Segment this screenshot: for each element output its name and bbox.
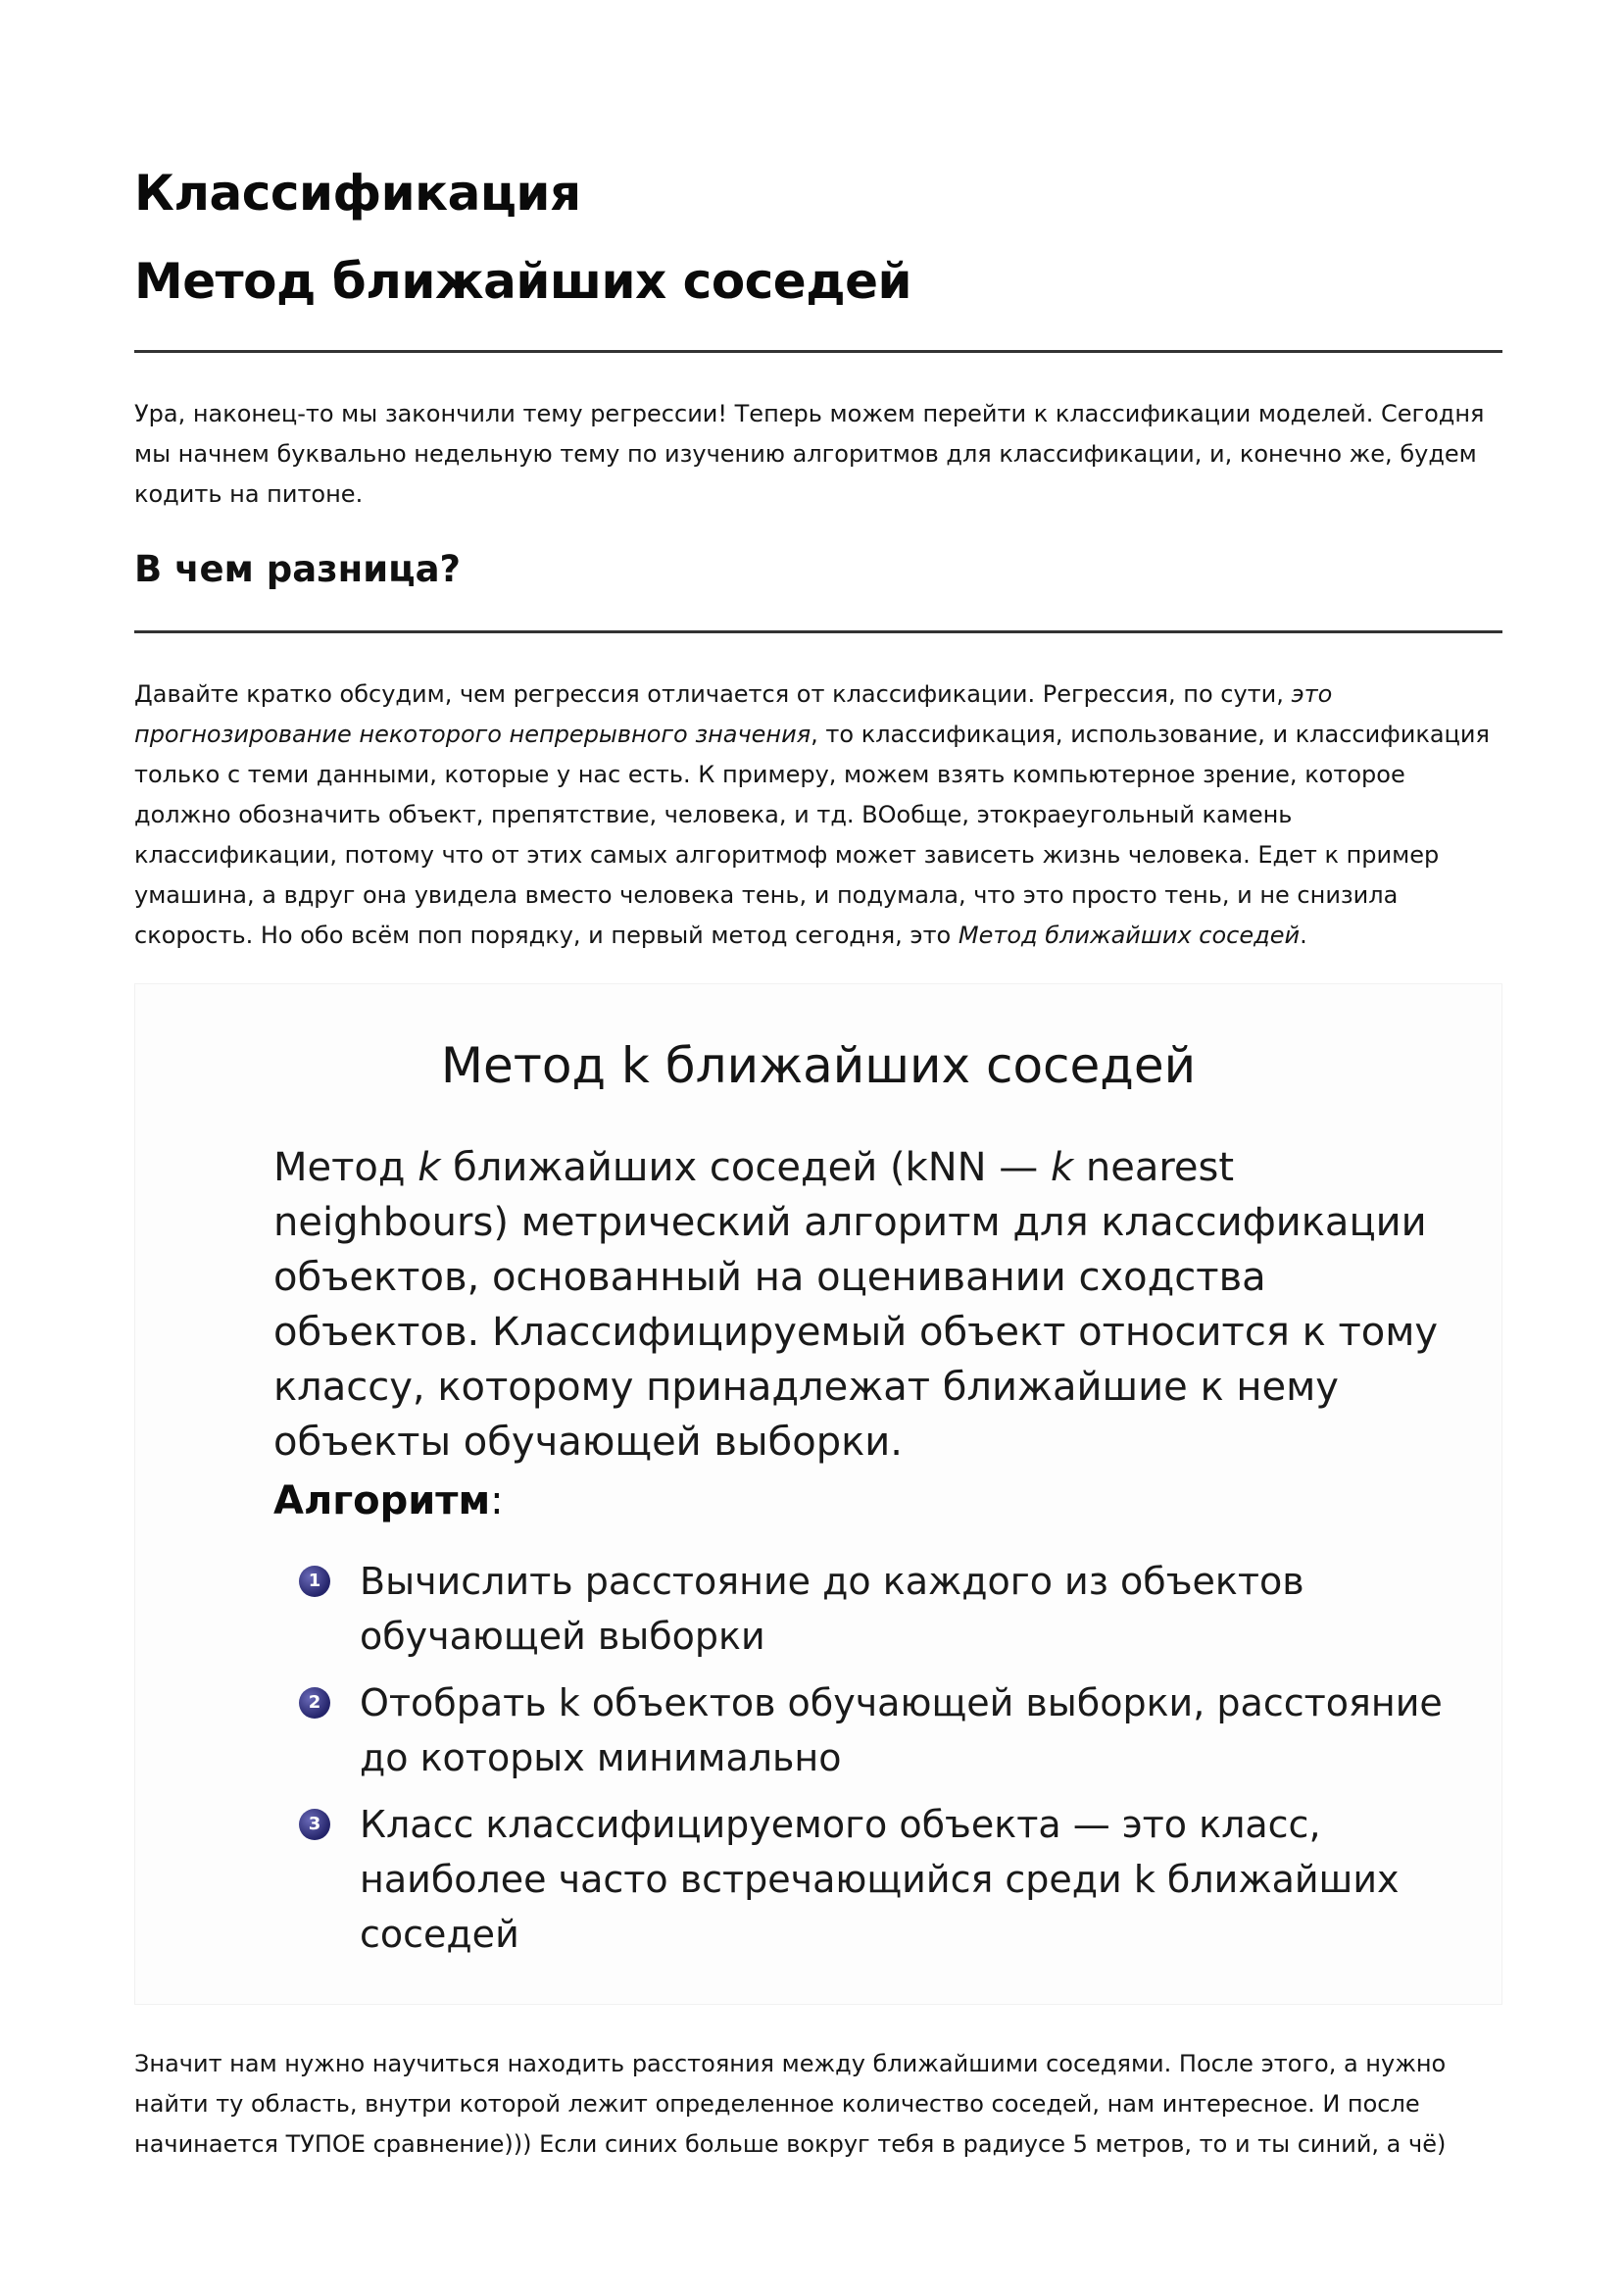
- step-text: Вычислить расстояние до каждого из объектов обучающей выборки: [360, 1560, 1304, 1658]
- slide-body-k2: k: [1051, 1145, 1074, 1190]
- slide-title: Метод k ближайших соседей: [440, 1037, 1197, 1094]
- para2-text-3: .: [1300, 922, 1307, 949]
- para2-text-1: Давайте кратко обсудим, чем регрессия отличается от классификации. Регрессия, по сути,: [134, 680, 1292, 708]
- intro-paragraph: Ура, наконец-то мы закончили тему регрессии! Теперь можем перейти к классификации моделей. Сегодня мы начнем буквально недельную тему по изучению алгоритмов для классификации, и, конечно же, будем кодить на питоне.: [134, 400, 1485, 508]
- knn-slide-image: [134, 983, 1502, 2005]
- para2-italic-1: это прогнозирование некоторого непрерывного значения: [134, 680, 1333, 748]
- step-text: Класс классифицируемого объекта — это класс, наиболее часто встречающийся среди k ближайших соседей: [360, 1803, 1400, 1956]
- slide-body-text-c: nearest neighbours) метрический алгоритм для классификации объектов, основанный на оценивании сходства объектов. Классифицируемый объект относится к тому классу, которому принадлежат ближайшие к нему объекты обучающей выборки.: [273, 1145, 1439, 1465]
- para2-text-2: , то классификация, использование, и классификация только с теми данными, которые у нас есть. К примеру, можем взять компьютерное зрение, которое должно обозначить объект, препятствие, человека, и тд. ВОобще, этокраеугольный камень классификации, потому что от этих самых алгоритмоф может зависеть жизнь человека. Едет к пример умашина, а вдруг она увидела вместо человека тень, и подумала, что это просто тень, и не снизила скорость. Но обо всём поп порядку, и первый метод сегодня, это: [134, 721, 1490, 949]
- title-divider: [134, 350, 1502, 353]
- difference-paragraph: [134, 674, 1502, 956]
- slide-body-k1: k: [418, 1145, 441, 1190]
- algorithm-steps-list: [299, 1554, 1475, 1973]
- closing-paragraph: Значит нам нужно научиться находить расстояния между ближайшими соседями. После этого, а нужно найти ту область, внутри которой лежит определенное количество соседей, нам интересное. И после начинается ТУПОЕ сравнение))) Если синих больше вокруг тебя в радиусе 5 метров, то и ты синий, а чё): [134, 2050, 1447, 2158]
- slide-definition: [273, 1140, 1479, 1470]
- step-text: Отобрать k объектов обучающей выборки, расстояние до которых минимально: [360, 1681, 1443, 1779]
- section-heading: В чем разница?: [134, 548, 461, 590]
- page-title-line1: Классификация: [134, 165, 581, 222]
- step-number-badge: 2: [299, 1687, 330, 1719]
- algorithm-step: [299, 1554, 1475, 1664]
- slide-body-text-a: Метод: [273, 1145, 418, 1190]
- para2-italic-2: Метод ближайших соседей: [958, 922, 1301, 949]
- section-divider: [134, 630, 1502, 633]
- page-title-line2: Метод ближайших соседей: [134, 253, 912, 310]
- step-number-badge: 1: [299, 1566, 330, 1597]
- algorithm-colon: :: [490, 1478, 504, 1523]
- algorithm-step: [299, 1797, 1475, 1962]
- slide-algorithm-heading: [273, 1473, 504, 1528]
- slide-body-text-b: ближайших соседей (kNN —: [440, 1145, 1051, 1190]
- algorithm-step: [299, 1675, 1475, 1785]
- algorithm-label: Алгоритм: [273, 1478, 491, 1523]
- step-number-badge: 3: [299, 1809, 330, 1840]
